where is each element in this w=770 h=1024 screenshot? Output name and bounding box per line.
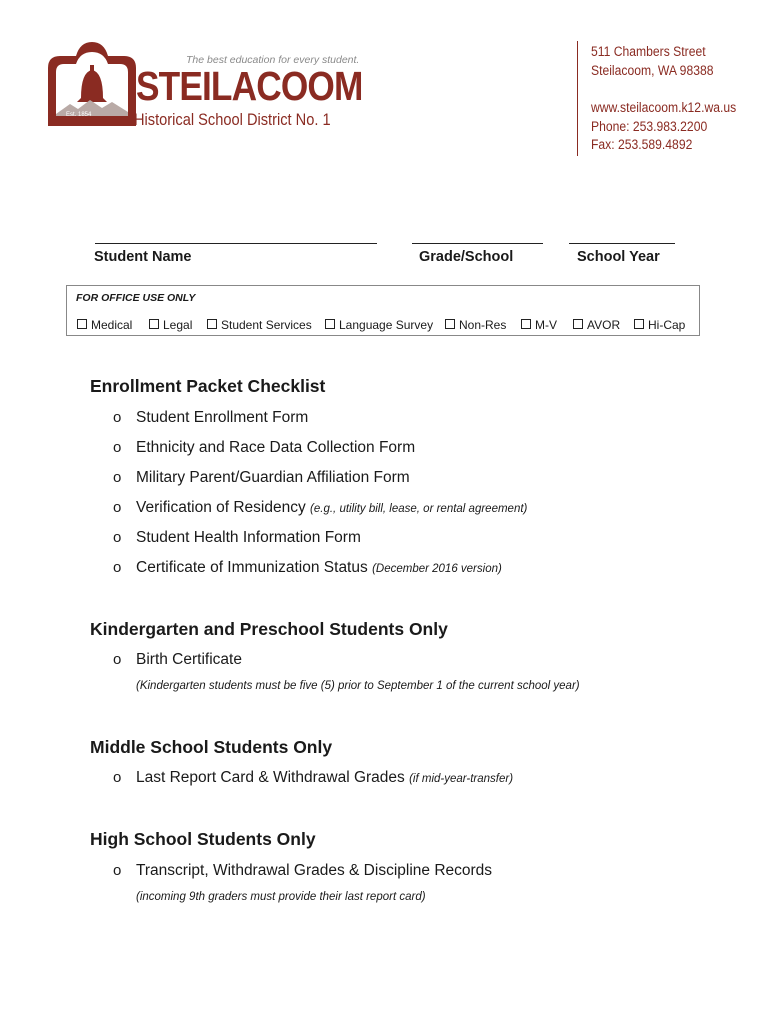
contact-fax: Fax: 253.589.4892 <box>591 137 693 152</box>
office-option-legal[interactable]: Legal <box>149 318 192 332</box>
bullet-icon: o <box>113 769 122 786</box>
bullet-icon: o <box>113 499 122 516</box>
logo-est-text: Est. 1854 <box>66 112 92 118</box>
checkbox-icon[interactable] <box>207 319 217 329</box>
office-option-medical[interactable]: Medical <box>77 318 132 332</box>
contact-city: Steilacoom, WA 98388 <box>591 63 714 78</box>
kindergarten-note: (Kindergarten students must be five (5) prior to September 1 of the current school year) <box>136 680 580 692</box>
bullet-icon: o <box>113 469 122 486</box>
contact-divider <box>577 41 578 156</box>
office-option-non-res[interactable]: Non-Res <box>445 318 506 332</box>
checklist-item-transcript: Transcript, Withdrawal Grades & Discipline Records <box>136 862 493 879</box>
kindergarten-heading: Kindergarten and Preschool Students Only <box>90 619 448 639</box>
logo-wordmark: STEILACOOM <box>136 63 363 109</box>
enrollment-heading: Enrollment Packet Checklist <box>90 376 326 396</box>
checkbox-icon[interactable] <box>521 319 531 329</box>
checklist-item-ethnicity-form: Ethnicity and Race Data Collection Form <box>136 439 416 456</box>
grade-school-label: Grade/School <box>419 249 514 265</box>
checklist-item-report-card: Last Report Card & Withdrawal Grades (if mid-year-transfer) <box>136 769 514 786</box>
checkbox-icon[interactable] <box>325 319 335 329</box>
office-option-student-services[interactable]: Student Services <box>207 318 312 332</box>
bullet-icon: o <box>113 862 122 879</box>
school-year-line[interactable] <box>569 243 675 244</box>
district-logo <box>46 38 138 128</box>
checklist-item-enrollment-form: Student Enrollment Form <box>136 409 309 426</box>
checkbox-icon[interactable] <box>445 319 455 329</box>
contact-street: 511 Chambers Street <box>591 44 706 59</box>
checkbox-icon[interactable] <box>573 319 583 329</box>
bullet-icon: o <box>113 439 122 456</box>
high-school-note: (incoming 9th graders must provide their last report card) <box>136 891 426 903</box>
office-option-hi-cap[interactable]: Hi-Cap <box>634 318 685 332</box>
checkbox-icon[interactable] <box>634 319 644 329</box>
residency-note: (e.g., utility bill, lease, or rental agreement) <box>310 503 528 515</box>
immunization-note: (December 2016 version) <box>372 563 502 575</box>
student-name-label: Student Name <box>94 249 192 265</box>
bullet-icon: o <box>113 409 122 426</box>
office-option-m-v[interactable]: M-V <box>521 318 557 332</box>
bullet-icon: o <box>113 559 122 576</box>
grade-school-line[interactable] <box>412 243 543 244</box>
checklist-item-military-form: Military Parent/Guardian Affiliation Form <box>136 469 410 486</box>
student-name-line[interactable] <box>95 243 377 244</box>
school-year-label: School Year <box>577 249 660 265</box>
office-option-language-survey[interactable]: Language Survey <box>325 318 433 332</box>
logo-subtitle: Historical School District No. 1 <box>134 110 331 129</box>
middle-school-heading: Middle School Students Only <box>90 737 333 757</box>
logo-tagline: The best education for every student. <box>186 54 360 66</box>
checkbox-icon[interactable] <box>77 319 87 329</box>
checklist-item-birth-certificate: Birth Certificate <box>136 651 242 668</box>
bullet-icon: o <box>113 651 122 668</box>
high-school-heading: High School Students Only <box>90 829 316 849</box>
middle-school-note: (if mid-year-transfer) <box>409 773 514 785</box>
contact-phone: Phone: 253.983.2200 <box>591 119 708 134</box>
checklist-item-health-form: Student Health Information Form <box>136 529 361 546</box>
checklist-item-residency: Verification of Residency (e.g., utility bill, lease, or rental agreement) <box>136 499 528 516</box>
office-use-title: FOR OFFICE USE ONLY <box>76 292 196 304</box>
checkbox-icon[interactable] <box>149 319 159 329</box>
checklist-item-immunization: Certificate of Immunization Status (December 2016 version) <box>136 559 502 576</box>
contact-website: www.steilacoom.k12.wa.us <box>591 100 737 115</box>
bullet-icon: o <box>113 529 122 546</box>
office-option-avor[interactable]: AVOR <box>573 318 620 332</box>
